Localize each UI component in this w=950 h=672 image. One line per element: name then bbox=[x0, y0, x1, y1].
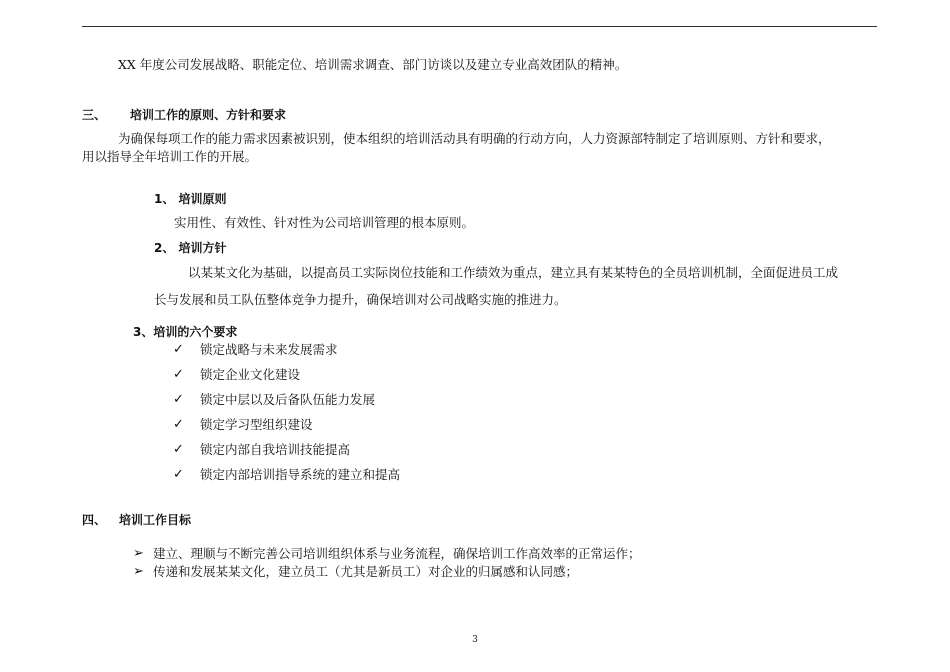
section3-paragraph-line2: 用以指导全年培训工作的开展。 bbox=[82, 149, 258, 164]
sub3-heading: 3、培训的六个要求 bbox=[133, 325, 238, 339]
sub2-heading: 2、 培训方针 bbox=[154, 241, 227, 255]
requirement-item: 锁定中层以及后备队伍能力发展 bbox=[200, 392, 376, 407]
requirement-item: 锁定内部培训指导系统的建立和提高 bbox=[200, 467, 401, 482]
page-number: 3 bbox=[472, 635, 478, 645]
requirement-item: 锁定战略与未来发展需求 bbox=[200, 342, 338, 357]
check-icon: ✓ bbox=[173, 467, 184, 482]
check-icon: ✓ bbox=[173, 417, 184, 432]
check-icon: ✓ bbox=[173, 342, 184, 357]
section4-number: 四、 bbox=[82, 513, 107, 527]
check-icon: ✓ bbox=[173, 367, 184, 382]
goal-item: 传递和发展某某文化，建立员工（尤其是新员工）对企业的归属感和认同感； bbox=[153, 564, 579, 579]
section3-number: 三、 bbox=[82, 108, 107, 122]
sub1-text: 实用性、有效性、针对性为公司培训管理的根本原则。 bbox=[174, 215, 475, 230]
sub2-line2: 长与发展和员工队伍整体竞争力提升，确保培训对公司战略实施的推进力。 bbox=[154, 292, 567, 307]
arrow-bullet-icon: ➢ bbox=[133, 564, 144, 579]
requirement-item: 锁定内部自我培训技能提高 bbox=[200, 442, 351, 457]
requirement-item: 锁定学习型组织建设 bbox=[200, 417, 313, 432]
arrow-bullet-icon: ➢ bbox=[133, 546, 144, 561]
check-icon: ✓ bbox=[173, 442, 184, 457]
sub1-heading: 1、 培训原则 bbox=[154, 192, 227, 206]
sub2-line1: 以某某文化为基础，以提高员工实际岗位技能和工作绩效为重点，建立具有某某特色的全员培训机制，全面促进员工成 bbox=[188, 265, 839, 280]
section4-title: 培训工作目标 bbox=[119, 513, 192, 527]
section3-title: 培训工作的原则、方针和要求 bbox=[130, 108, 287, 122]
section3-paragraph-line1: 为确保每项工作的能力需求因素被识别，使本组织的培训活动具有明确的行动方向，人力资源部特制定了培训原则、方针和要求， bbox=[118, 131, 831, 146]
check-icon: ✓ bbox=[173, 392, 184, 407]
goal-item: 建立、理顺与不断完善公司培训组织体系与业务流程，确保培训工作高效率的正常运作； bbox=[153, 546, 641, 561]
requirement-item: 锁定企业文化建设 bbox=[200, 367, 301, 382]
header-rule bbox=[82, 26, 877, 27]
intro-line: XX 年度公司发展战略、职能定位、培训需求调查、部门访谈以及建立专业高效团队的精神。 bbox=[118, 57, 628, 72]
